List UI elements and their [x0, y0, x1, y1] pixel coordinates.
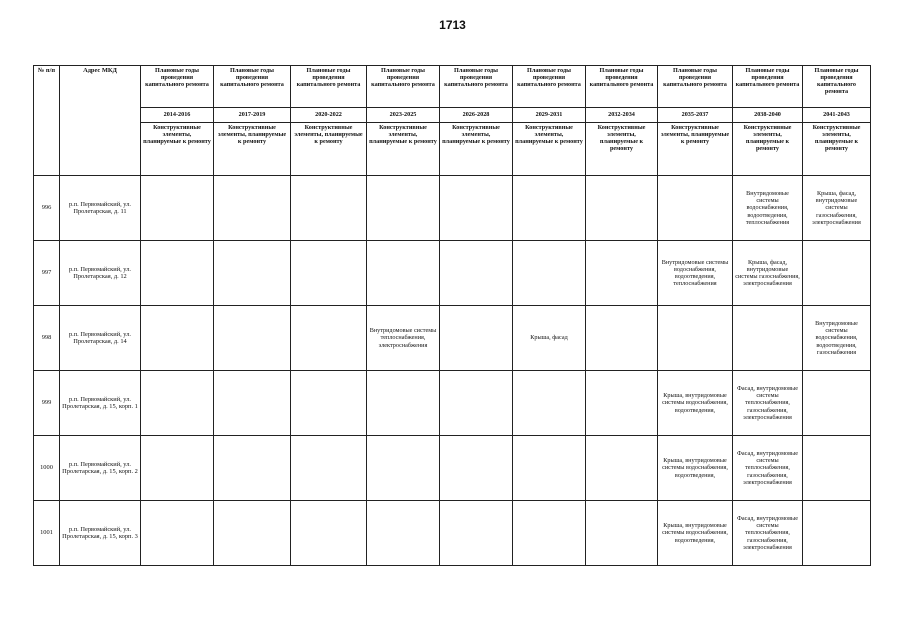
elements-header: Конструктивные элементы, планируемые к ремонту: [291, 123, 367, 176]
column-header-number: № п/п: [34, 66, 60, 176]
repair-cell: [586, 501, 658, 566]
repair-cell: [291, 241, 367, 306]
year-range-header: 2023-2025: [367, 108, 440, 123]
repair-cell: [141, 241, 214, 306]
repair-cell: [658, 176, 733, 241]
repair-cell: Внутридомовые системы водоснабжения, водоотведения, газоснабжения: [803, 306, 871, 371]
period-header: Плановые годы проведения капитального ремонта: [440, 66, 513, 108]
elements-header: Конструктивные элементы, планируемые к ремонту: [214, 123, 291, 176]
period-header: Плановые годы проведения капитального ремонта: [214, 66, 291, 108]
repair-cell: [586, 306, 658, 371]
repair-cell: [214, 501, 291, 566]
repair-cell: [513, 501, 586, 566]
repair-cell: [141, 436, 214, 501]
column-header-address: Адрес МКД: [60, 66, 141, 176]
repair-cell: Внутридомовые системы теплоснабжения, электроснабжения: [367, 306, 440, 371]
repair-cell: [586, 176, 658, 241]
row-address: р.п. Первомайский, ул. Пролетарская, д. 14: [60, 306, 141, 371]
repair-cell: [291, 436, 367, 501]
table-row: [34, 176, 871, 241]
period-header: Плановые годы проведения капитального ремонта: [803, 66, 871, 108]
elements-header: Конструктивные элементы, планируемые к ремонту: [658, 123, 733, 176]
year-range-header: 2014-2016: [141, 108, 214, 123]
repair-cell: [513, 371, 586, 436]
repair-cell: [440, 241, 513, 306]
elements-header: Конструктивные элементы, планируемые к ремонту: [440, 123, 513, 176]
repair-cell: Крыша, фасад, внутридомовые системы газоснабжения, электроснабжения: [733, 241, 803, 306]
repair-cell: [733, 306, 803, 371]
repair-cell: [803, 241, 871, 306]
repair-cell: [214, 371, 291, 436]
row-address: р.п. Первомайский, ул. Пролетарская, д. 15, корп. 2: [60, 436, 141, 501]
repair-cell: [586, 371, 658, 436]
repair-cell: Крыша, внутридомовые системы водоснабжения, водоотведения,: [658, 371, 733, 436]
repair-cell: Крыша, фасад: [513, 306, 586, 371]
table-row: [34, 241, 871, 306]
repair-cell: Внутридомовые системы водоснабжения, водоотведения, теплоснабжения: [658, 241, 733, 306]
elements-header: Конструктивные элементы, планируемые к ремонту: [141, 123, 214, 176]
row-number: 997: [34, 241, 60, 306]
repair-cell: [141, 176, 214, 241]
repair-cell: [513, 241, 586, 306]
row-number: 1001: [34, 501, 60, 566]
repair-cell: [214, 306, 291, 371]
year-range-header: 2017-2019: [214, 108, 291, 123]
row-address: р.п. Первомайский, ул. Пролетарская, д. 12: [60, 241, 141, 306]
elements-header: Конструктивные элементы, планируемые к ремонту: [803, 123, 871, 176]
row-number: 998: [34, 306, 60, 371]
repair-cell: [803, 371, 871, 436]
repair-cell: [367, 436, 440, 501]
repair-cell: [367, 371, 440, 436]
repair-cell: Фасад, внутридомовые системы теплоснабжения, газоснабжения, электроснабжения: [733, 436, 803, 501]
elements-header: Конструктивные элементы, планируемые к ремонту: [586, 123, 658, 176]
repair-cell: [291, 371, 367, 436]
repair-cell: [291, 176, 367, 241]
repair-cell: [440, 176, 513, 241]
repair-cell: Фасад, внутридомовые системы теплоснабжения, газоснабжения, электроснабжения: [733, 371, 803, 436]
period-header: Плановые годы проведения капитального ремонта: [367, 66, 440, 108]
table-row: [34, 501, 871, 566]
repair-cell: [440, 371, 513, 436]
year-range-header: 2029-2031: [513, 108, 586, 123]
row-number: 996: [34, 176, 60, 241]
repair-cell: [440, 501, 513, 566]
repair-cell: [803, 436, 871, 501]
header-elements-row: [34, 123, 871, 176]
row-address: р.п. Первомайский, ул. Пролетарская, д. 15, корп. 3: [60, 501, 141, 566]
repair-cell: [658, 306, 733, 371]
capital-repair-plan-table: [33, 65, 871, 566]
repair-cell: [291, 501, 367, 566]
repair-cell: [586, 241, 658, 306]
repair-cell: [214, 176, 291, 241]
repair-cell: [513, 436, 586, 501]
page-number: 1713: [439, 18, 466, 32]
year-range-header: 2041-2043: [803, 108, 871, 123]
repair-cell: [141, 501, 214, 566]
period-header: Плановые годы проведения капитального ремонта: [291, 66, 367, 108]
repair-cell: [214, 436, 291, 501]
elements-header: Конструктивные элементы, планируемые к ремонту: [513, 123, 586, 176]
repair-cell: [513, 176, 586, 241]
row-number: 999: [34, 371, 60, 436]
year-range-header: 2026-2028: [440, 108, 513, 123]
repair-cell: [367, 241, 440, 306]
year-range-header: 2032-2034: [586, 108, 658, 123]
header-years-row: [34, 108, 871, 123]
row-number: 1000: [34, 436, 60, 501]
repair-cell: Фасад, внутридомовые системы теплоснабжения, газоснабжения, электроснабжения: [733, 501, 803, 566]
repair-cell: [141, 306, 214, 371]
elements-header: Конструктивные элементы, планируемые к ремонту: [367, 123, 440, 176]
period-header: Плановые годы проведения капитального ремонта: [141, 66, 214, 108]
period-header: Плановые годы проведения капитального ремонта: [513, 66, 586, 108]
period-header: Плановые годы проведения капитального ремонта: [586, 66, 658, 108]
repair-cell: [803, 501, 871, 566]
repair-cell: [141, 371, 214, 436]
repair-cell: [367, 501, 440, 566]
repair-cell: Внутридомовые системы водоснабжения, водоотведения, теплоснабжения: [733, 176, 803, 241]
repair-cell: [440, 436, 513, 501]
row-address: р.п. Первомайский, ул. Пролетарская, д. 15, корп. 1: [60, 371, 141, 436]
repair-cell: Крыша, внутридомовые системы водоснабжения, водоотведения,: [658, 501, 733, 566]
repair-cell: [367, 176, 440, 241]
year-range-header: 2020-2022: [291, 108, 367, 123]
row-address: р.п. Первомайский, ул. Пролетарская, д. 11: [60, 176, 141, 241]
repair-cell: [214, 241, 291, 306]
repair-cell: [440, 306, 513, 371]
period-header: Плановые годы проведения капитального ремонта: [658, 66, 733, 108]
elements-header: Конструктивные элементы, планируемые к ремонту: [733, 123, 803, 176]
repair-cell: Крыша, внутридомовые системы водоснабжения, водоотведения,: [658, 436, 733, 501]
year-range-header: 2038-2040: [733, 108, 803, 123]
table-row: [34, 306, 871, 371]
period-header: Плановые годы проведения капитального ремонта: [733, 66, 803, 108]
repair-cell: [291, 306, 367, 371]
year-range-header: 2035-2037: [658, 108, 733, 123]
table-row: [34, 371, 871, 436]
repair-cell: [586, 436, 658, 501]
repair-cell: Крыша, фасад, внутридомовые системы газоснабжения, электроснабжения: [803, 176, 871, 241]
header-period-row: [34, 66, 871, 108]
table-row: [34, 436, 871, 501]
